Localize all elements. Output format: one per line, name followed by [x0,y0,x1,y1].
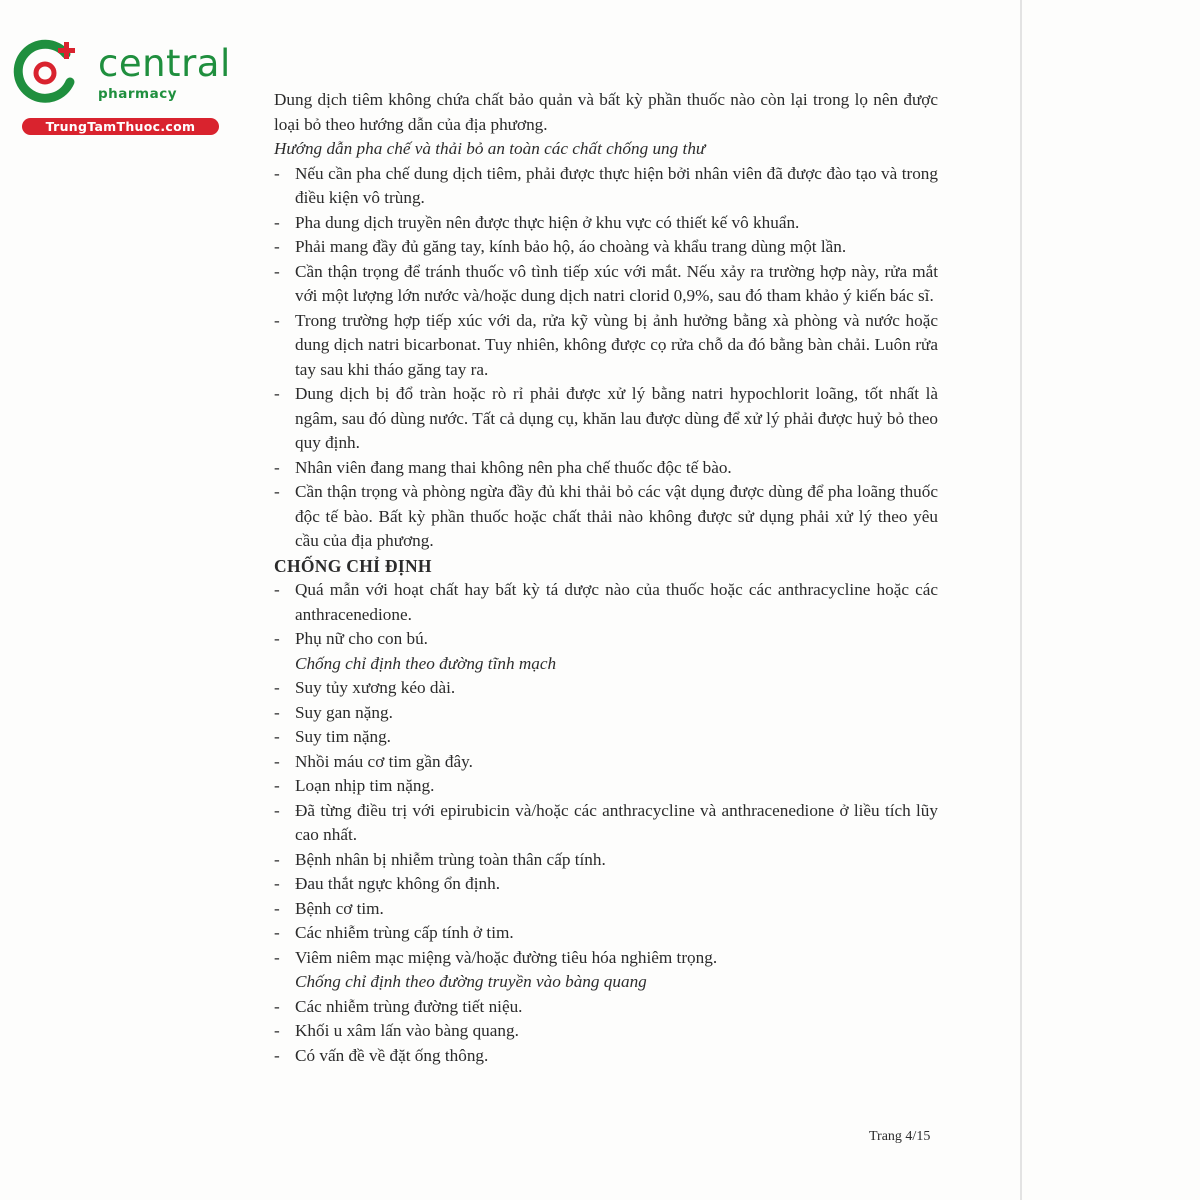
paragraph: Dung dịch tiêm không chứa chất bảo quản và bất kỳ phần thuốc nào còn lại trong lọ nên được loại bỏ theo hướng dẫn của địa phương. [274,90,938,134]
list-item: - Nhồi máu cơ tim gần đây. [274,750,938,775]
list-item: - Pha dung dịch truyền nên được thực hiện ở khu vực có thiết kế vô khuẩn. [274,211,938,236]
list-item: - Suy tủy xương kéo dài. [274,676,938,701]
list-item: - Trong trường hợp tiếp xúc với da, rửa kỹ vùng bị ảnh hưởng bằng xà phòng và nước hoặc dung dịch natri bicarbonat. Tuy nhiên, không được cọ rửa chỗ da đó bằng bàn chải. Luôn rửa tay sau khi tháo găng tay ra. [274,309,938,383]
list-item: - Các nhiễm trùng đường tiết niệu. [274,995,938,1020]
subheading: Hướng dẫn pha chế và thải bỏ an toàn các chất chống ung thư [274,139,706,158]
brand-website-badge: TrungTamThuoc.com [22,118,219,135]
list-item: - Suy gan nặng. [274,701,938,726]
document-body [274,88,938,1068]
plus-c-logo-icon [10,36,82,108]
list-item: - Bệnh nhân bị nhiễm trùng toàn thân cấp tính. [274,848,938,873]
list-item: - Nếu cần pha chế dung dịch tiêm, phải được thực hiện bởi nhân viên đã được đào tạo và trong điều kiện vô trùng. [274,162,938,211]
list-item: - Đã từng điều trị với epirubicin và/hoặc các anthracycline và anthracenedione ở liều tích lũy cao nhất. [274,799,938,848]
list-item: - Cần thận trọng để tránh thuốc vô tình tiếp xúc với mắt. Nếu xảy ra trường hợp này, rửa mắt với một lượng lớn nước và/hoặc dung dịch natri clorid 0,9%, sau đó tham khảo ý kiến bác sĩ. [274,260,938,309]
list-item: - Suy tim nặng. [274,725,938,750]
brand-subtitle: pharmacy [98,86,178,102]
list-item: - Cần thận trọng và phòng ngừa đầy đủ khi thải bỏ các vật dụng được dùng để pha loãng thuốc độc tế bào. Bất kỳ phần thuốc hoặc chất thải nào không được sử dụng phải xử lý theo yêu cầu của địa phương. [274,480,938,554]
section-heading: CHỐNG CHỈ ĐỊNH [274,555,432,576]
subheading: Chống chỉ định theo đường truyền vào bàng quang [295,972,647,991]
list-item: - Có vấn đề về đặt ống thông. [274,1044,938,1069]
list-item: - Loạn nhịp tim nặng. [274,774,938,799]
list-item: - Các nhiễm trùng cấp tính ở tim. [274,921,938,946]
list-item: - Phụ nữ cho con bú. [274,627,938,652]
list-item: - Nhân viên đang mang thai không nên pha chế thuốc độc tế bào. [274,456,938,481]
list-item: - Bệnh cơ tim. [274,897,938,922]
page-number: Trang 4/15 [869,1129,931,1144]
list-item: - Dung dịch bị đổ tràn hoặc rò rỉ phải được xử lý bằng natri hypochlorit loãng, tốt nhất là ngâm, sau đó dùng nước. Tất cả dụng cụ, khăn lau được dùng để xử lý phải được huỷ bỏ theo quy định. [274,382,938,456]
list-item: - Khối u xâm lấn vào bàng quang. [274,1019,938,1044]
list-item: - Quá mẫn với hoạt chất hay bất kỳ tá dược nào của thuốc hoặc các anthracycline hoặc các anthracenedione. [274,578,938,627]
list-item: - Viêm niêm mạc miệng và/hoặc đường tiêu hóa nghiêm trọng. [274,946,938,971]
central-pharmacy-logo[interactable] [10,36,231,136]
list-item: - Đau thắt ngực không ổn định. [274,872,938,897]
subheading: Chống chỉ định theo đường tĩnh mạch [295,653,557,673]
brand-name: central [98,42,231,85]
page-edge-line [1020,0,1022,1200]
list-item: - Phải mang đầy đủ găng tay, kính bảo hộ, áo choàng và khẩu trang dùng một lần. [274,235,938,260]
